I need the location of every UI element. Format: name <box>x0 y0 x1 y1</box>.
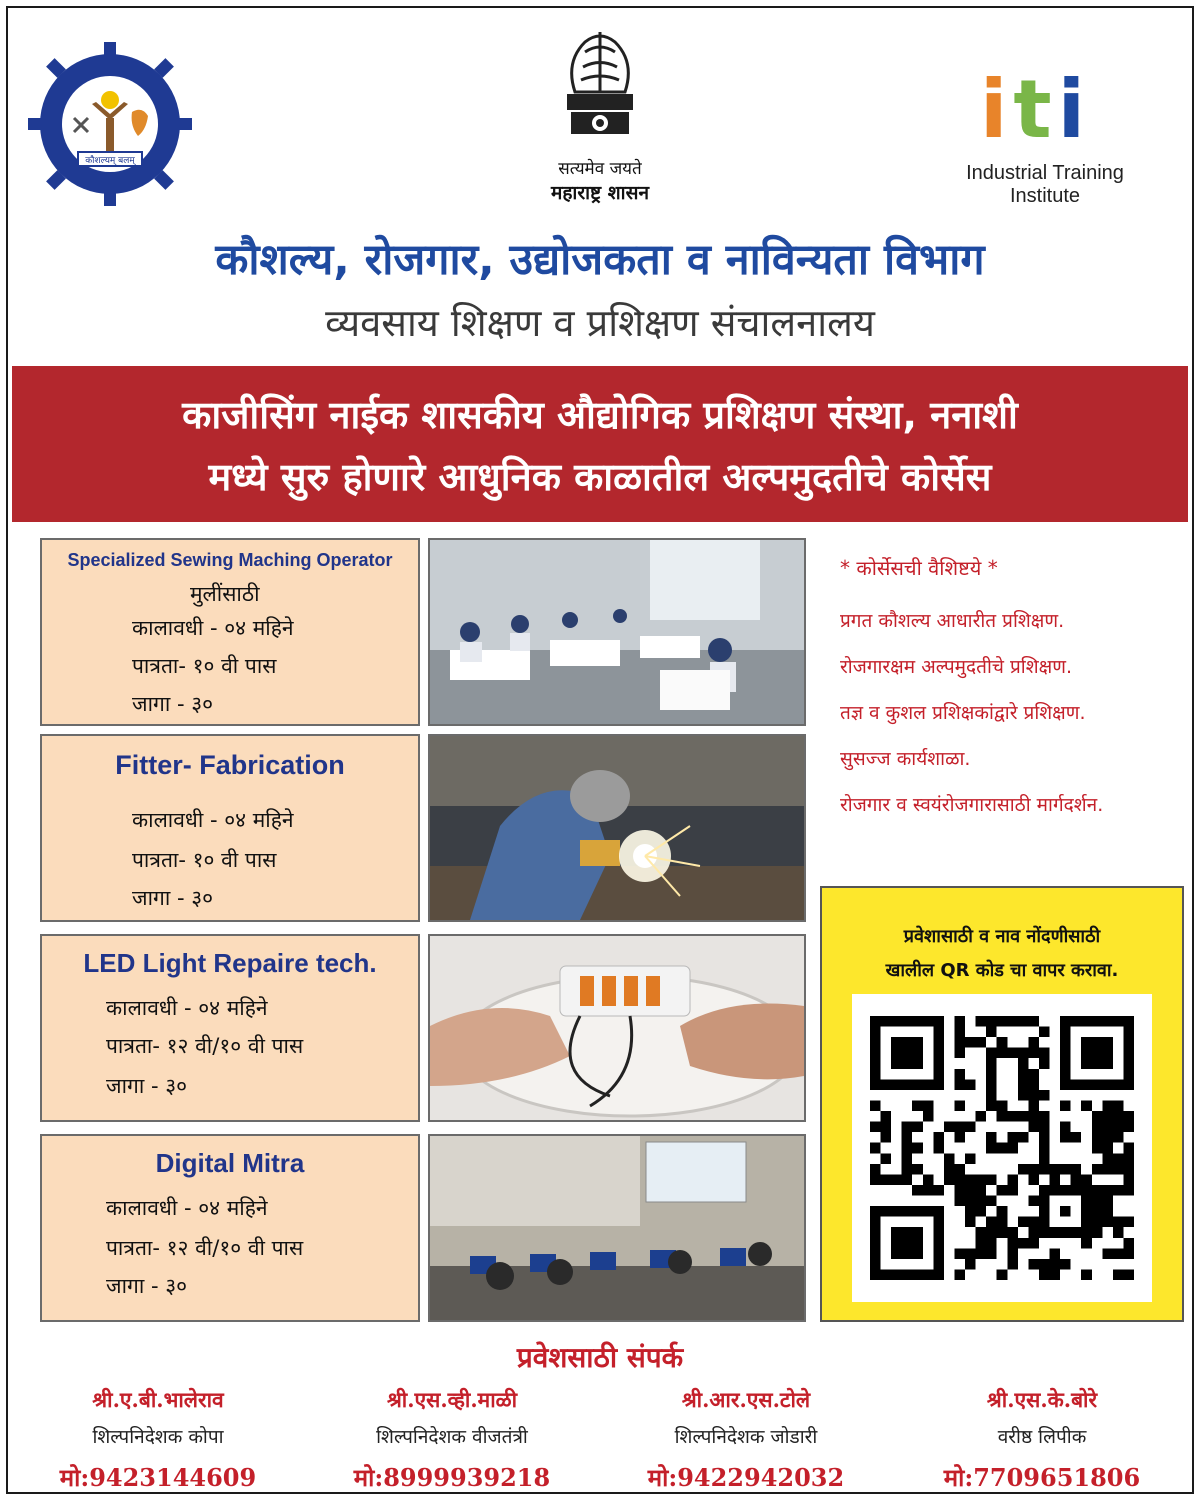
sewing-class-photo <box>428 538 806 726</box>
course-seats: जागा - ३० <box>106 1074 188 1098</box>
feature-item: रोजगार व स्वयंरोजगारासाठी मार्गदर्शन. <box>840 794 1104 816</box>
contact-name: श्री.ए.बी.भालेराव <box>92 1387 224 1412</box>
course-card-digital-mitra <box>40 1134 420 1322</box>
course-eligibility: पात्रता- १० वी पास <box>132 654 277 678</box>
course-duration: कालावधी - ०४ महिने <box>132 808 294 832</box>
course-duration: कालावधी - ०४ महिने <box>106 1196 268 1220</box>
lion-capital-icon <box>555 22 645 152</box>
dvet-logo <box>26 40 194 208</box>
qr-code-icon <box>870 1012 1134 1284</box>
iti-logo <box>930 63 1160 207</box>
course-name: Specialized Sewing Maching Operator <box>67 550 393 570</box>
course-card-sewing <box>40 538 420 726</box>
course-eligibility: पात्रता- १२ वी/१० वी पास <box>106 1034 304 1058</box>
features-title: * कोर्सेसची वैशिष्टये * <box>840 556 998 580</box>
course-card-fitter <box>40 734 420 922</box>
course-seats: जागा - ३० <box>106 1274 188 1298</box>
contact-card <box>312 1382 592 1500</box>
course-eligibility: पात्रता- १० वी पास <box>132 848 277 872</box>
national-emblem <box>520 22 680 212</box>
course-features <box>830 548 1190 828</box>
qr-code[interactable] <box>852 994 1152 1302</box>
iti-caption: Industrial Training Institute <box>966 162 1124 207</box>
emblem-motto: सत्यमेव जयते <box>558 159 642 179</box>
contact-phone[interactable]: मो:8999939218 <box>353 1463 551 1492</box>
qr-line-2: खालील QR कोड चा वापर करावा. <box>885 960 1119 981</box>
course-name: LED Light Repaire tech. <box>83 948 377 978</box>
contact-name: श्री.एस.व्ही.माळी <box>386 1387 518 1412</box>
contact-card <box>902 1382 1182 1500</box>
contact-name: श्री.आर.एस.टोले <box>681 1387 811 1412</box>
course-seats: जागा - ३० <box>132 692 214 716</box>
iti-letters <box>980 63 1086 156</box>
course-eligibility: पात्रता- १२ वी/१० वी पास <box>106 1236 304 1260</box>
contact-role: शिल्पनिदेशक कोपा <box>92 1426 224 1448</box>
feature-item: सुसज्ज कार्यशाळा. <box>840 748 971 770</box>
feature-item: तज्ञ व कुशल प्रशिक्षकांद्वारे प्रशिक्षण. <box>840 702 1086 724</box>
feature-item: रोजगारक्षम अल्पमुदतीचे प्रशिक्षण. <box>840 656 1073 678</box>
computer-lab-photo <box>428 1134 806 1322</box>
qr-registration-box <box>820 886 1184 1322</box>
course-card-led <box>40 934 420 1122</box>
led-wiring-photo <box>428 934 806 1122</box>
contact-phone[interactable]: मो:7709651806 <box>943 1463 1141 1492</box>
course-name: Fitter- Fabrication <box>115 750 345 780</box>
institute-banner <box>12 366 1188 522</box>
banner-line-2: मध्ये सुरु होणारे आधुनिक काळातील अल्पमुदतीचे कोर्सेस <box>208 455 992 499</box>
contact-heading: प्रवेशसाठी संपर्क <box>516 1341 684 1374</box>
contact-role: शिल्पनिदेशक वीजतंत्री <box>376 1426 528 1448</box>
emblem-state: महाराष्ट्र शासन <box>550 182 649 204</box>
directorate-title: व्यवसाय शिक्षण व प्रशिक्षण संचालनालय <box>325 301 875 345</box>
iti-letter: i <box>980 63 1008 156</box>
course-seats: जागा - ३० <box>132 886 214 910</box>
contact-role: वरीष्ठ लिपीक <box>997 1426 1087 1448</box>
iti-letter: i <box>1057 63 1086 156</box>
welding-photo <box>428 734 806 922</box>
course-name: Digital Mitra <box>155 1148 305 1178</box>
contact-role: शिल्पनिदेशक जोडारी <box>674 1426 818 1448</box>
course-duration: कालावधी - ०४ महिने <box>106 996 268 1020</box>
contact-phone[interactable]: मो:9422942032 <box>647 1463 845 1492</box>
contact-phone[interactable]: मो:9423144609 <box>59 1463 257 1492</box>
qr-instructions <box>822 920 1182 988</box>
banner-line-1: काजीसिंग नाईक शासकीय औद्योगिक प्रशिक्षण संस्था, ननाशी <box>182 393 1018 437</box>
course-duration: कालावधी - ०४ महिने <box>132 616 294 640</box>
contact-name: श्री.एस.के.बोरे <box>986 1387 1098 1412</box>
feature-item: प्रगत कौशल्य आधारीत प्रशिक्षण. <box>840 610 1065 632</box>
department-title: कौशल्य, रोजगार, उद्योजकता व नाविन्यता विभाग <box>215 235 985 285</box>
contact-card <box>606 1382 886 1500</box>
qr-line-1: प्रवेशासाठी व नाव नोंदणीसाठी <box>903 926 1101 947</box>
svg-text:कौशल्यम् बलम्: कौशल्यम् बलम् <box>85 156 135 166</box>
iti-letter: t <box>1013 63 1052 156</box>
contact-card <box>18 1382 298 1500</box>
course-audience: मुलींसाठी <box>190 582 260 606</box>
